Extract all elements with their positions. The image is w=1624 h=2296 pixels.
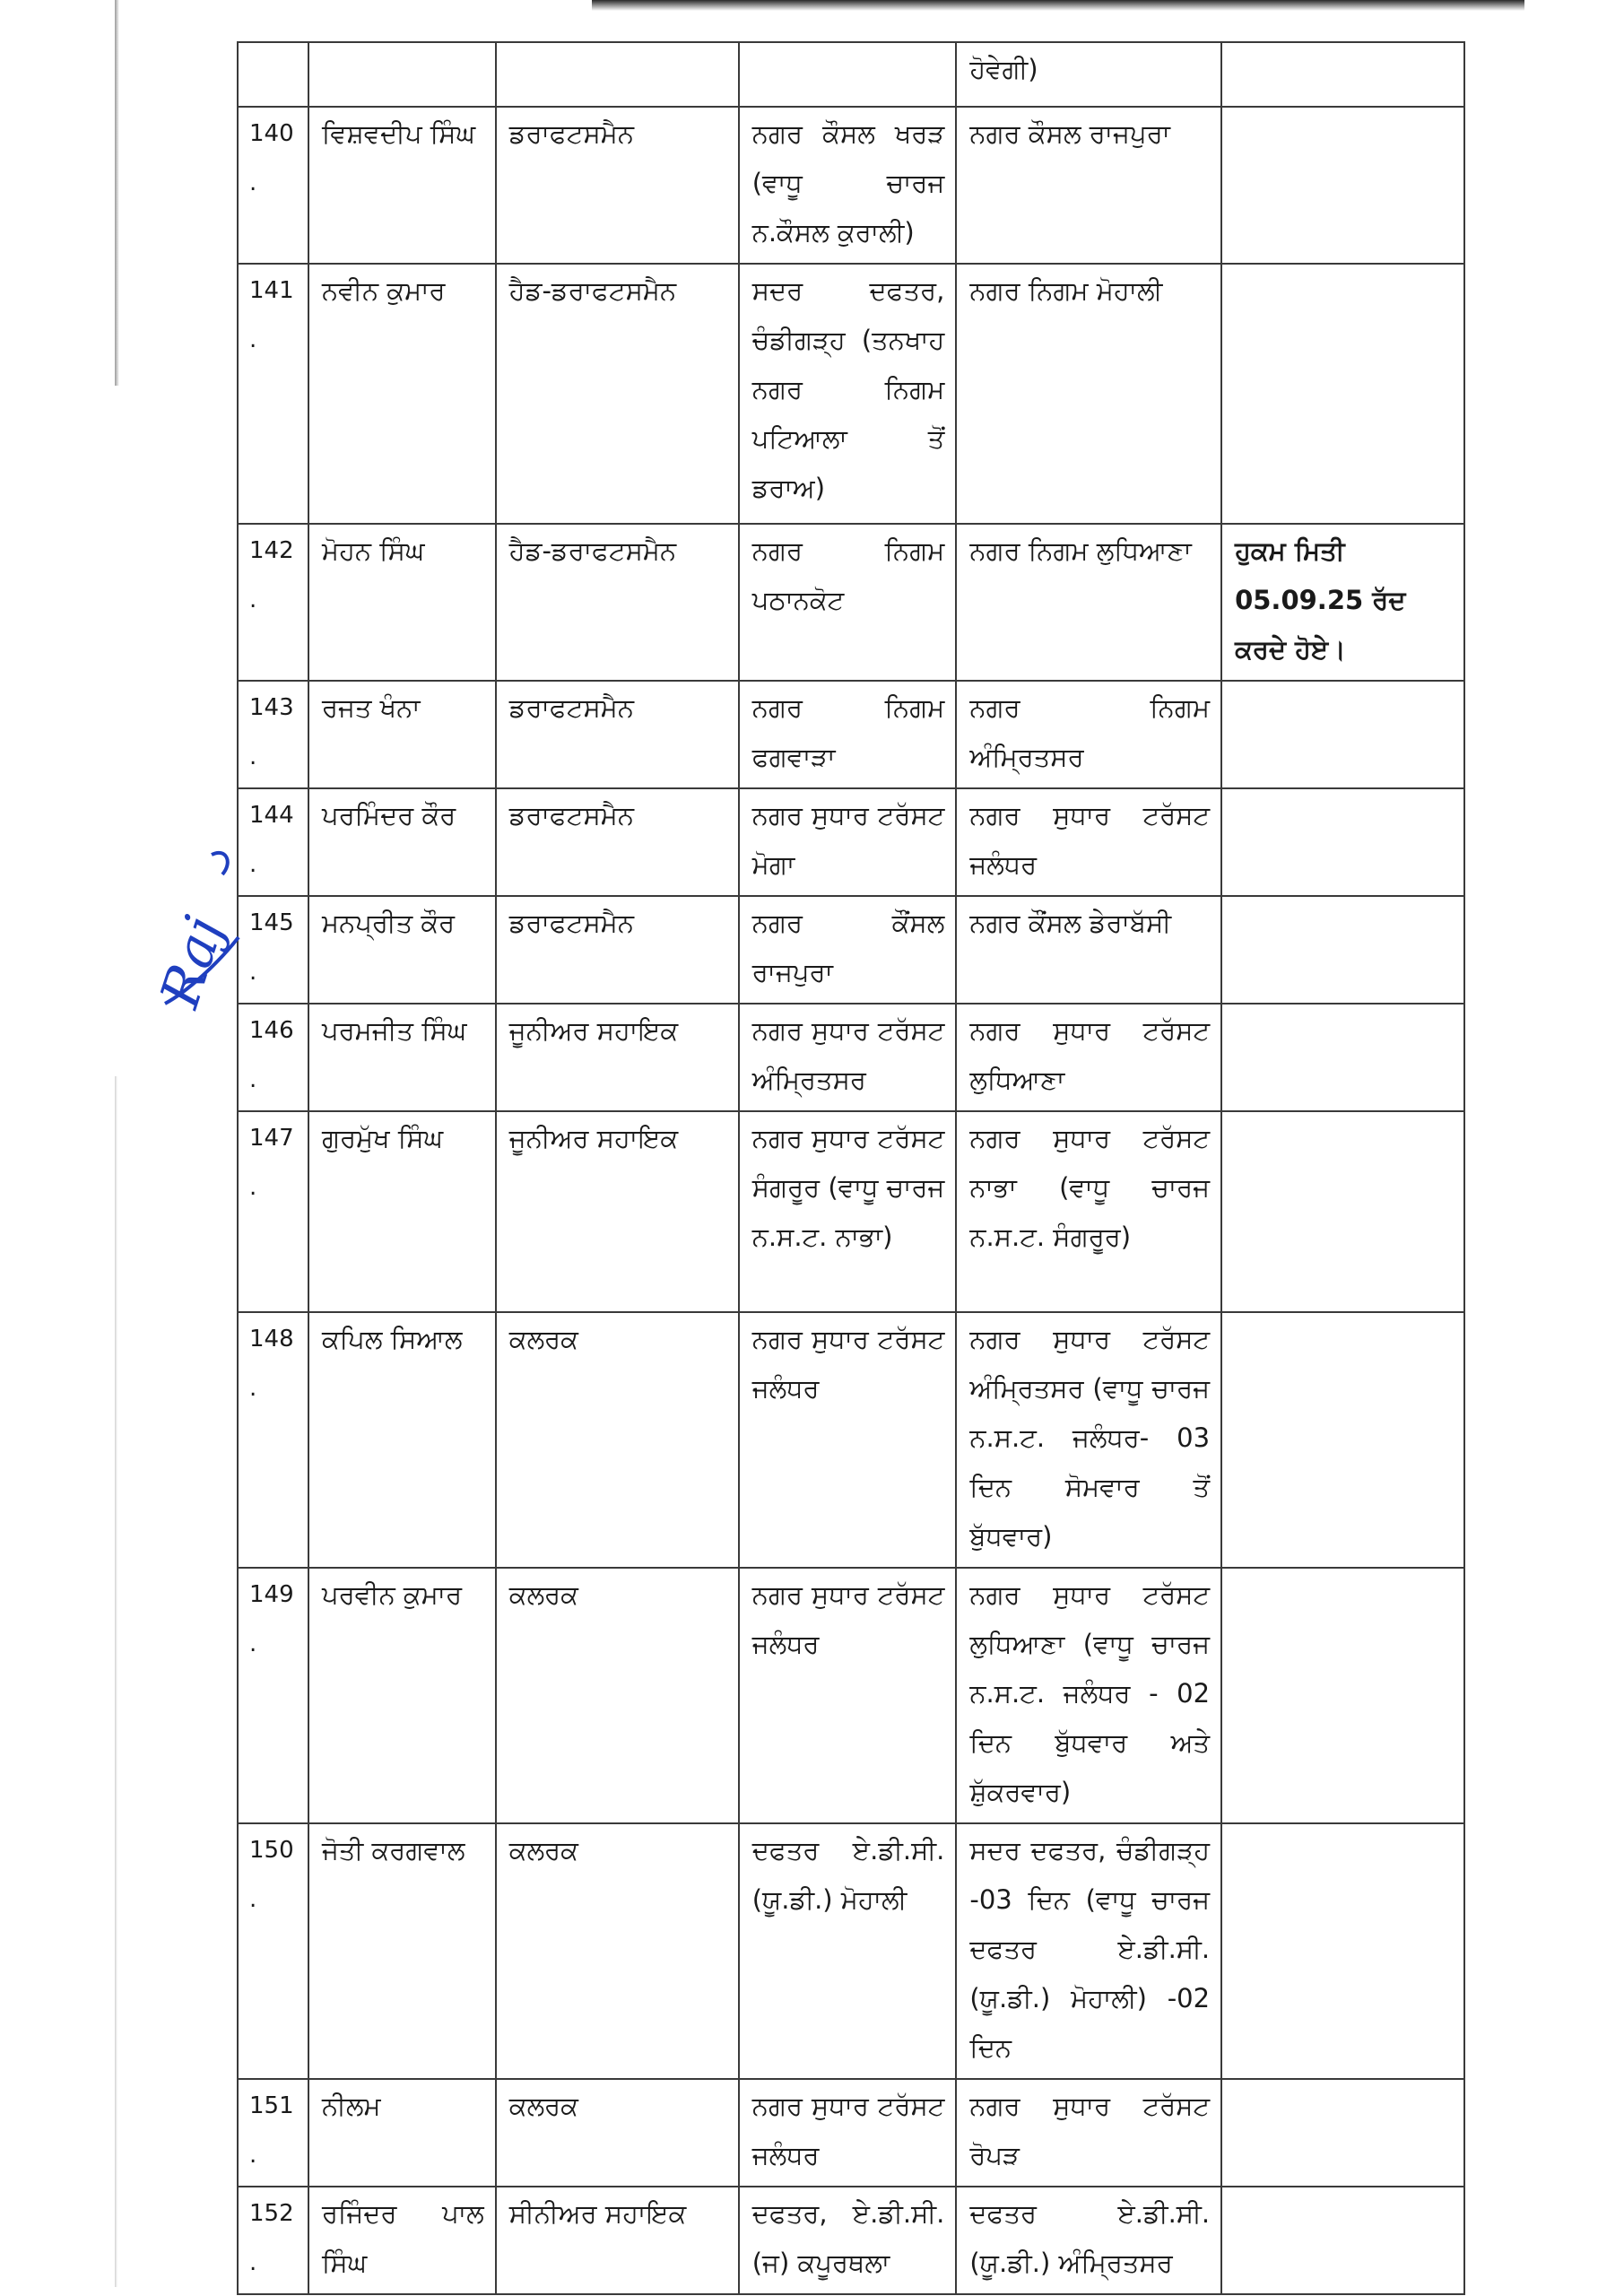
table-row	[238, 1823, 1464, 2079]
table-row-continued	[238, 42, 1464, 107]
serial-number: 142.	[238, 524, 308, 681]
table-row	[238, 264, 1464, 524]
current-posting: ਨਗਰ ਸੁਧਾਰ ਟਰੱਸਟ ਜਲੰਧਰ	[739, 1568, 957, 1823]
post: ਹੈਡ-ਡਰਾਫਟਸਮੈਨ	[496, 264, 739, 524]
employee-name: ਮੋਹਨ ਸਿੰਘ	[308, 524, 496, 681]
post: ਡਰਾਫਟਸਮੈਨ	[496, 896, 739, 1004]
post: ਡਰਾਫਟਸਮੈਨ	[496, 788, 739, 896]
new-posting: ਨਗਰ ਕੌਂਸਲ ਡੇਰਾਬੱਸੀ	[956, 896, 1221, 1004]
remarks	[1221, 1823, 1464, 2079]
remarks	[1221, 1111, 1464, 1312]
employee-name: ਪਰਵੀਨ ਕੁਮਾਰ	[308, 1568, 496, 1823]
remarks	[1221, 788, 1464, 896]
remarks	[1221, 2079, 1464, 2187]
serial-number: 145.	[238, 896, 308, 1004]
employee-name: ਵਿਸ਼ਵਦੀਪ ਸਿੰਘ	[308, 107, 496, 264]
employee-name: ਜੋਤੀ ਕਰਗਵਾਲ	[308, 1823, 496, 2079]
remarks: ਹੁਕਮ ਮਿਤੀ 05.09.25 ਰੱਦ ਕਰਦੇ ਹੋਏ।	[1221, 524, 1464, 681]
employee-name: ਨੀਲਮ	[308, 2079, 496, 2187]
post: ਕਲਰਕ	[496, 1823, 739, 2079]
serial-number	[238, 42, 308, 107]
current-posting: ਸਦਰ ਦਫਤਰ, ਚੰਡੀਗੜ੍ਹ (ਤਨਖਾਹ ਨਗਰ ਨਿਗਮ ਪਟਿਆਲਾ ਤੋਂ ਡਰਾਅ)	[739, 264, 957, 524]
post: ਡਰਾਫਟਸਮੈਨ	[496, 681, 739, 788]
signature-stroke	[212, 853, 228, 874]
remarks	[1221, 2187, 1464, 2294]
current-posting: ਨਗਰ ਕੌਸਲ ਖਰੜ (ਵਾਧੂ ਚਾਰਜ ਨ.ਕੌਸਲ ਕੁਰਾਲੀ)	[739, 107, 957, 264]
table-row	[238, 2187, 1464, 2294]
post	[496, 42, 739, 107]
remarks	[1221, 42, 1464, 107]
remarks	[1221, 1568, 1464, 1823]
table-row	[238, 1568, 1464, 1823]
new-posting: ਨਗਰ ਸੁਧਾਰ ਟਰੱਸਟ ਲੁਧਿਆਣਾ	[956, 1004, 1221, 1111]
post: ਡਰਾਫਟਸਮੈਨ	[496, 107, 739, 264]
employee-name: ਰਜਤ ਖੰਨਾ	[308, 681, 496, 788]
employee-name: ਗੁਰਮੁੱਖ ਸਿੰਘ	[308, 1111, 496, 1312]
remarks	[1221, 107, 1464, 264]
transfer-table-body	[238, 42, 1464, 2294]
current-posting: ਨਗਰ ਸੁਧਾਰ ਟਰੱਸਟ ਜਲੰਧਰ	[739, 1312, 957, 1568]
current-posting: ਨਗਰ ਸੁਧਾਰ ਟਰੱਸਟ ਸੰਗਰੂਰ (ਵਾਧੂ ਚਾਰਜ ਨ.ਸ.ਟ. ਨਾਭਾ)	[739, 1111, 957, 1312]
new-posting: ਦਫਤਰ ਏ.ਡੀ.ਸੀ. (ਯੂ.ਡੀ.) ਅੰਮ੍ਰਿਤਸਰ	[956, 2187, 1221, 2294]
serial-number: 147.	[238, 1111, 308, 1312]
remarks	[1221, 681, 1464, 788]
serial-number: 149.	[238, 1568, 308, 1823]
serial-number: 152.	[238, 2187, 308, 2294]
transfer-table	[237, 41, 1465, 2295]
table-row	[238, 788, 1464, 896]
employee-name: ਮਨਪ੍ਰੀਤ ਕੌਰ	[308, 896, 496, 1004]
table-row	[238, 2079, 1464, 2187]
post: ਜੂਨੀਅਰ ਸਹਾਇਕ	[496, 1111, 739, 1312]
table-row	[238, 1111, 1464, 1312]
employee-name	[308, 42, 496, 107]
post: ਹੈਡ-ਡਰਾਫਟਸਮੈਨ	[496, 524, 739, 681]
serial-number: 143.	[238, 681, 308, 788]
scan-edge-lower	[115, 1076, 117, 2287]
remarks	[1221, 896, 1464, 1004]
table-row	[238, 107, 1464, 264]
new-posting: ਨਗਰ ਨਿਗਮ ਲੁਧਿਆਣਾ	[956, 524, 1221, 681]
table-row	[238, 681, 1464, 788]
new-posting: ਨਗਰ ਸੁਧਾਰ ਟਰੱਸਟ ਨਾਭਾ (ਵਾਧੂ ਚਾਰਜ ਨ.ਸ.ਟ. ਸੰਗਰੂਰ)	[956, 1111, 1221, 1312]
employee-name: ਰਜਿੰਦਰ ਪਾਲ ਸਿੰਘ	[308, 2187, 496, 2294]
new-posting: ਨਗਰ ਸੁਧਾਰ ਟਰੱਸਟ ਜਲੰਧਰ	[956, 788, 1221, 896]
current-posting: ਨਗਰ ਸੁਧਾਰ ਟਰੱਸਟ ਅੰਮ੍ਰਿਤਸਰ	[739, 1004, 957, 1111]
serial-number: 146.	[238, 1004, 308, 1111]
table-row	[238, 896, 1464, 1004]
table-row	[238, 1004, 1464, 1111]
post: ਕਲਰਕ	[496, 2079, 739, 2187]
current-posting: ਨਗਰ ਨਿਗਮ ਫਗਵਾੜਾ	[739, 681, 957, 788]
current-posting: ਨਗਰ ਨਿਗਮ ਪਠਾਨਕੋਟ	[739, 524, 957, 681]
employee-name: ਪਰਮਿੰਦਰ ਕੌਰ	[308, 788, 496, 896]
serial-number: 144.	[238, 788, 308, 896]
current-posting: ਦਫਤਰ, ਏ.ਡੀ.ਸੀ. (ਜ) ਕਪੂਰਥਲਾ	[739, 2187, 957, 2294]
new-posting: ਨਗਰ ਸੁਧਾਰ ਟਰੱਸਟ ਅੰਮ੍ਰਿਤਸਰ (ਵਾਧੂ ਚਾਰਜ ਨ.ਸ.ਟ. ਜਲੰਧਰ- 03 ਦਿਨ ਸੋਮਵਾਰ ਤੋਂ ਬੁੱਧਵਾਰ)	[956, 1312, 1221, 1568]
employee-name: ਨਵੀਨ ਕੁਮਾਰ	[308, 264, 496, 524]
table-row	[238, 1312, 1464, 1568]
current-posting	[739, 42, 957, 107]
post: ਸੀਨੀਅਰ ਸਹਾਇਕ	[496, 2187, 739, 2294]
remarks	[1221, 264, 1464, 524]
scan-edge	[115, 0, 119, 386]
post: ਕਲਰਕ	[496, 1568, 739, 1823]
new-posting: ਸਦਰ ਦਫਤਰ, ਚੰਡੀਗੜ੍ਹ -03 ਦਿਨ (ਵਾਧੂ ਚਾਰਜ ਦਫਤਰ ਏ.ਡੀ.ਸੀ. (ਯੂ.ਡੀ.) ਮੋਹਾਲੀ) -02 ਦਿਨ	[956, 1823, 1221, 2079]
remarks	[1221, 1312, 1464, 1568]
serial-number: 151.	[238, 2079, 308, 2187]
serial-number: 140.	[238, 107, 308, 264]
handwritten-signature	[126, 812, 260, 1018]
table-row	[238, 524, 1464, 681]
signature-text: Raj	[148, 909, 237, 1015]
new-posting: ਨਗਰ ਸੁਧਾਰ ਟਰੱਸਟ ਰੋਪੜ	[956, 2079, 1221, 2187]
new-posting: ਹੋਵੇਗੀ)	[956, 42, 1221, 107]
serial-number: 141.	[238, 264, 308, 524]
current-posting: ਨਗਰ ਸੁਧਾਰ ਟਰੱਸਟ ਮੋਗਾ	[739, 788, 957, 896]
post: ਕਲਰਕ	[496, 1312, 739, 1568]
new-posting: ਨਗਰ ਸੁਧਾਰ ਟਰੱਸਟ ਲੁਧਿਆਣਾ (ਵਾਧੂ ਚਾਰਜ ਨ.ਸ.ਟ. ਜਲੰਧਰ - 02 ਦਿਨ ਬੁੱਧਵਾਰ ਅਤੇ ਸ਼ੁੱਕਰਵਾਰ)	[956, 1568, 1221, 1823]
serial-number: 148.	[238, 1312, 308, 1568]
new-posting: ਨਗਰ ਨਿਗਮ ਅੰਮ੍ਰਿਤਸਰ	[956, 681, 1221, 788]
new-posting: ਨਗਰ ਨਿਗਮ ਮੋਹਾਲੀ	[956, 264, 1221, 524]
current-posting: ਦਫਤਰ ਏ.ਡੀ.ਸੀ. (ਯੂ.ਡੀ.) ਮੋਹਾਲੀ	[739, 1823, 957, 2079]
serial-number: 150.	[238, 1823, 308, 2079]
new-posting: ਨਗਰ ਕੌਸਲ ਰਾਜਪੁਰਾ	[956, 107, 1221, 264]
employee-name: ਪਰਮਜੀਤ ਸਿੰਘ	[308, 1004, 496, 1111]
post: ਜੂਨੀਅਰ ਸਹਾਇਕ	[496, 1004, 739, 1111]
remarks	[1221, 1004, 1464, 1111]
employee-name: ਕਪਿਲ ਸਿਆਲ	[308, 1312, 496, 1568]
current-posting: ਨਗਰ ਸੁਧਾਰ ਟਰੱਸਟ ਜਲੰਧਰ	[739, 2079, 957, 2187]
current-posting: ਨਗਰ ਕੌਂਸਲ ਰਾਜਪੁਰਾ	[739, 896, 957, 1004]
scan-shadow	[592, 0, 1524, 11]
